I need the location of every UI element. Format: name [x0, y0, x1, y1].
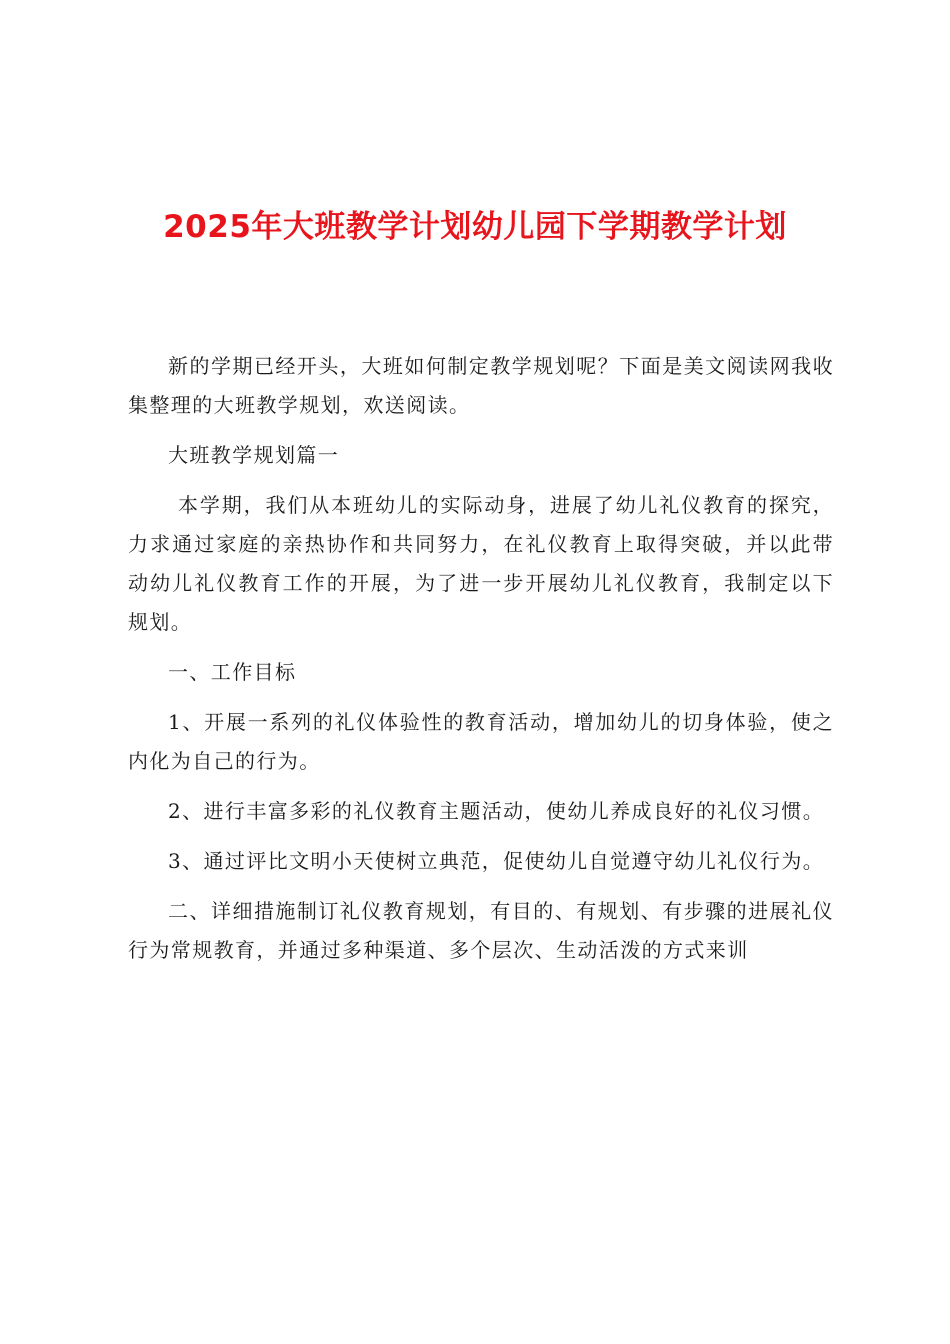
- section-heading: 大班教学规划篇一: [168, 443, 340, 467]
- body-paragraph: 本学期，我们从本班幼儿的实际动身，进展了幼儿礼仪教育的探究，力求通过家庭的亲热协作和共同努力，在礼仪教育上取得突破，并以此带动幼儿礼仪教育工作的开展，为了进一步开展幼儿礼仪教育，我制定以下规划。: [128, 493, 834, 634]
- document-body: [128, 347, 834, 981]
- body-paragraph: 二、详细措施制订礼仪教育规划，有目的、有规划、有步骤的进展礼仪行为常规教育，并通过多种渠道、多个层次、生动活泼的方式来训: [128, 899, 834, 962]
- section-heading: 一、工作目标: [168, 660, 297, 684]
- document-title: 2025年大班教学计划幼儿园下学期教学计划: [163, 209, 787, 245]
- list-item: 1、开展一系列的礼仪体验性的教育活动，增加幼儿的切身体验，使之内化为自己的行为。: [128, 710, 834, 773]
- list-item: 2、进行丰富多彩的礼仪教育主题活动，使幼儿养成良好的礼仪习惯。: [168, 799, 825, 823]
- intro-paragraph: 新的学期已经开头，大班如何制定教学规划呢？下面是美文阅读网我收集整理的大班教学规划，欢送阅读。: [128, 354, 834, 417]
- list-item: 3、通过评比文明小天使树立典范，促使幼儿自觉遵守幼儿礼仪行为。: [168, 849, 825, 873]
